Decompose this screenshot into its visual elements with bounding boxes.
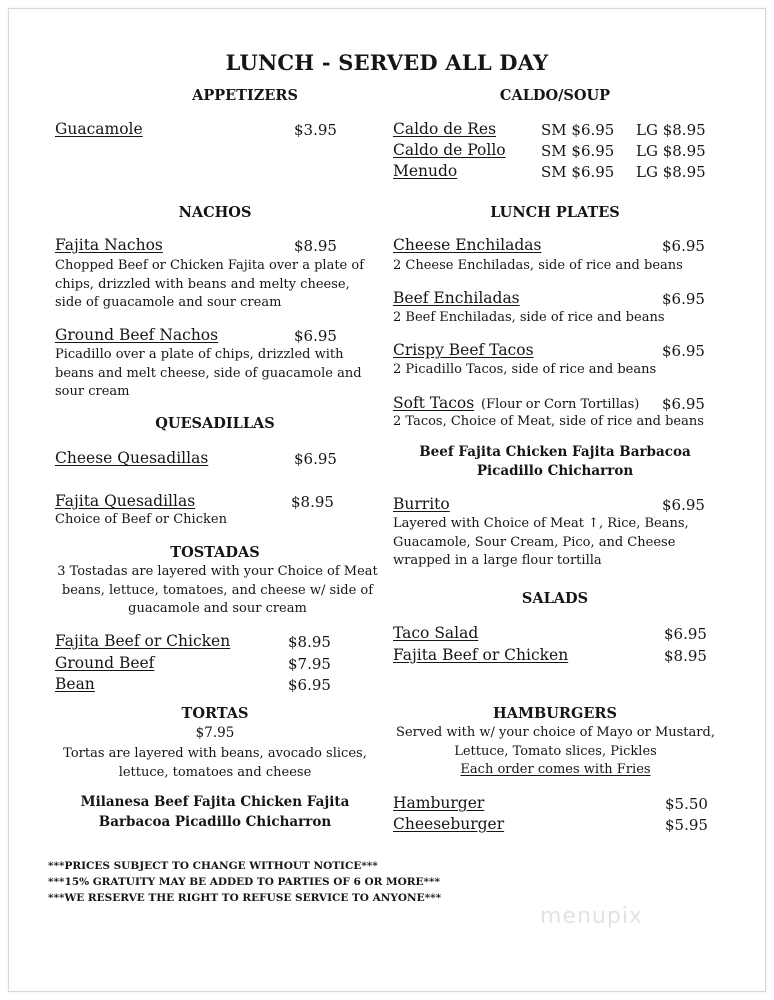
- description-hamburgers: Served with w/ your choice of Mayo or Mustard, Lettuce, Tomato slices, Pickles: [396, 725, 715, 759]
- menu-item-taco-salad: Taco Salad: [393, 624, 479, 642]
- up-arrow-icon: ↑: [588, 516, 600, 531]
- menu-item-cheeseburger: Cheeseburger: [393, 815, 505, 833]
- price-sm-caldo-de-res: SM $6.95: [541, 121, 615, 139]
- price-hamburger: $5.50: [665, 795, 708, 813]
- nachos-heading: NACHOS: [178, 204, 252, 221]
- menu-item-bean-tostadas: Bean: [55, 675, 95, 693]
- price-soft-tacos: $6.95: [662, 395, 705, 413]
- menu-item-hamburger: Hamburger: [393, 794, 485, 812]
- price-cheeseburger: $5.95: [665, 816, 708, 834]
- menu-item-cheese-quesadillas: Cheese Quesadillas: [55, 449, 209, 467]
- tortas-meat-options-row2: Barbacoa Picadillo Chicharron: [98, 814, 332, 830]
- lunch-plates-meat-options-row2: Picadillo Chicharron: [476, 463, 634, 479]
- price-ground-beef-tostadas: $7.95: [288, 655, 331, 673]
- price-lg-caldo-de-pollo: LG $8.95: [636, 142, 706, 160]
- tostadas-heading: TOSTADAS: [170, 544, 260, 561]
- watermark-logo: menupix: [540, 904, 643, 929]
- price-bean-tostadas: $6.95: [288, 676, 331, 694]
- lunch-plates-meat-options-row1: Beef Fajita Chicken Fajita Barbacoa: [419, 444, 691, 460]
- description-beef-enchiladas: 2 Beef Enchiladas, side of rice and beans: [393, 310, 665, 325]
- menu-item-fajita-beef-or-chicken-tostadas: Fajita Beef or Chicken: [55, 632, 231, 650]
- notice-refuse-service: ***WE RESERVE THE RIGHT TO REFUSE SERVICE TO ANYONE***: [48, 892, 442, 904]
- menu-item-fajita-nachos: Fajita Nachos: [55, 236, 163, 254]
- caldo-heading: CALDO/SOUP: [499, 87, 611, 104]
- note-soft-tacos-tortillas: (Flour or Corn Tortillas): [481, 397, 640, 412]
- menu-item-menudo: Menudo: [393, 162, 458, 180]
- price-fajita-quesadillas: $8.95: [291, 493, 334, 511]
- price-beef-enchiladas: $6.95: [662, 290, 705, 308]
- tortas-heading: TORTAS: [181, 705, 249, 722]
- price-fajita-beef-or-chicken-salad: $8.95: [664, 647, 707, 665]
- lunch-plates-heading: LUNCH PLATES: [490, 204, 620, 221]
- burrito-desc-end: , Rice, Beans, Guacamole, Sour Cream, Pico, and Cheese wrapped in a large flour tortilla: [393, 516, 689, 568]
- menu-item-burrito: Burrito: [393, 495, 450, 513]
- price-lg-menudo: LG $8.95: [636, 163, 706, 181]
- price-crispy-beef-tacos: $6.95: [662, 342, 705, 360]
- notice-gratuity: ***15% GRATUITY MAY BE ADDED TO PARTIES OF 6 OR MORE***: [48, 876, 441, 888]
- burrito-desc-start: Layered with Choice of Meat: [393, 516, 584, 531]
- tortas-meat-options-row1: Milanesa Beef Fajita Chicken Fajita: [80, 794, 350, 810]
- price-tortas: $7.95: [195, 725, 235, 741]
- menu-item-fajita-quesadillas: Fajita Quesadillas: [55, 492, 196, 510]
- menu-item-cheese-enchiladas: Cheese Enchiladas: [393, 236, 542, 254]
- price-ground-beef-nachos: $6.95: [294, 327, 337, 345]
- price-fajita-beef-or-chicken-tostadas: $8.95: [288, 633, 331, 651]
- menu-title: LUNCH - SERVED ALL DAY: [225, 50, 549, 75]
- description-tortas: Tortas are layered with beans, avocado slices, lettuce, tomatoes and cheese: [63, 746, 367, 780]
- description-soft-tacos: 2 Tacos, Choice of Meat, side of rice and beans: [393, 414, 704, 429]
- price-taco-salad: $6.95: [664, 625, 707, 643]
- price-lg-caldo-de-res: LG $8.95: [636, 121, 706, 139]
- menu-item-ground-beef-tostadas: Ground Beef: [55, 654, 155, 672]
- quesadillas-heading: QUESADILLAS: [155, 415, 275, 432]
- price-guacamole: $3.95: [294, 121, 337, 139]
- menu-item-ground-beef-nachos: Ground Beef Nachos: [55, 326, 219, 344]
- notice-prices: ***PRICES SUBJECT TO CHANGE WITHOUT NOTICE***: [48, 860, 378, 872]
- menu-item-beef-enchiladas: Beef Enchiladas: [393, 289, 520, 307]
- menu-item-caldo-de-pollo: Caldo de Pollo: [393, 141, 506, 159]
- price-burrito: $6.95: [662, 496, 705, 514]
- hamburgers-heading: HAMBURGERS: [493, 705, 617, 722]
- price-fajita-nachos: $8.95: [294, 237, 337, 255]
- menu-item-crispy-beef-tacos: Crispy Beef Tacos: [393, 341, 534, 359]
- salads-heading: SALADS: [521, 590, 589, 607]
- description-burrito: [393, 515, 703, 571]
- description-tostadas: 3 Tostadas are layered with your Choice of Meat beans, lettuce, tomatoes, and cheese w/ side of guacamole and sour cream: [57, 564, 378, 616]
- menu-item-soft-tacos: Soft Tacos: [393, 394, 475, 412]
- description-fajita-quesadillas: Choice of Beef or Chicken: [55, 512, 227, 527]
- description-cheese-enchiladas: 2 Cheese Enchiladas, side of rice and beans: [393, 258, 683, 273]
- price-cheese-enchiladas: $6.95: [662, 237, 705, 255]
- description-ground-beef-nachos: Picadillo over a plate of chips, drizzled with beans and melt cheese, side of guacamole and sour cream: [55, 347, 362, 399]
- menu-item-fajita-beef-or-chicken-salad: Fajita Beef or Chicken: [393, 646, 569, 664]
- menu-item-guacamole: Guacamole: [55, 120, 143, 138]
- menu-item-caldo-de-res: Caldo de Res: [393, 120, 497, 138]
- price-sm-menudo: SM $6.95: [541, 163, 615, 181]
- price-sm-caldo-de-pollo: SM $6.95: [541, 142, 615, 160]
- hamburgers-fries-note: Each order comes with Fries: [460, 762, 651, 777]
- description-crispy-beef-tacos: 2 Picadillo Tacos, side of rice and beans: [393, 362, 657, 377]
- appetizers-heading: APPETIZERS: [192, 87, 298, 104]
- description-fajita-nachos: Chopped Beef or Chicken Fajita over a plate of chips, drizzled with beans and melty cheese, side of guacamole and sour cream: [55, 258, 365, 310]
- price-cheese-quesadillas: $6.95: [294, 450, 337, 468]
